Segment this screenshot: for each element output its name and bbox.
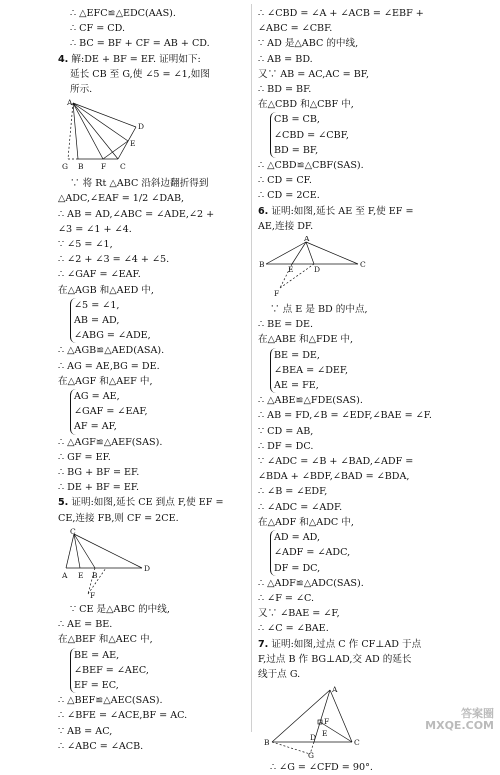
- q4-head: 解:DE + BF = EF. 证明如下:: [71, 53, 201, 65]
- fig-label: D: [314, 265, 321, 275]
- fig-label: A: [304, 236, 310, 244]
- q5-header: [58, 495, 248, 510]
- brace-line: AD = AD,: [274, 532, 321, 544]
- text-line: ∠BDA + ∠BDF,∠BAD = ∠BDA,: [258, 471, 410, 483]
- text-line: ∴ BG + BF = EF.: [58, 467, 140, 479]
- q6-head: 证明:如图,延长 AE 至 F,使 EF =: [271, 205, 414, 217]
- text-line: ∴ △AGB≌△AED(ASA).: [58, 345, 165, 357]
- condition-brace: [270, 348, 438, 394]
- brace-line: CB = CB,: [274, 114, 320, 126]
- q4-header: [58, 52, 248, 67]
- fig-label: F: [101, 162, 107, 172]
- text-line: ∵ AD 是△ABC 的中线,: [258, 38, 359, 50]
- text-line: ∴ CF = CD.: [70, 23, 126, 35]
- fig-label: F: [324, 717, 330, 727]
- text-line: ∠3 = ∠1 + ∠4.: [58, 223, 132, 235]
- fig-label: B: [259, 260, 265, 270]
- text-line: ∴ GF = EF.: [58, 451, 111, 463]
- q5-number: 5.: [58, 497, 69, 509]
- q4-figure: [58, 99, 168, 174]
- text-line: ∵ CE 是△ABC 的中线,: [70, 603, 170, 615]
- text-line: AE,连接 DF.: [258, 220, 314, 232]
- text-line: 在△BEF 和△AEC 中,: [58, 634, 153, 646]
- text-line: 又∵ AB = AC,AC = BF,: [258, 68, 369, 80]
- text-line: ∴ △ABE≌△FDE(SAS).: [258, 395, 363, 407]
- fig-label: A: [62, 570, 68, 580]
- fig-label: F: [90, 590, 96, 600]
- text-line: ∴ △ADF≌△ADC(SAS).: [258, 577, 364, 589]
- fig-label: A: [332, 685, 338, 695]
- text-line: 线于点 G.: [258, 668, 301, 680]
- condition-brace: [270, 112, 438, 158]
- text-line: ∵ ∠ADC = ∠B + ∠BAD,∠ADF =: [258, 456, 414, 468]
- text-line: ∵ 将 Rt △ABC 沿斜边翻折得到: [70, 178, 209, 190]
- text-line: ∴ ∠ADC = ∠ADF.: [258, 501, 343, 513]
- watermark: [425, 708, 494, 732]
- fig-label: C: [360, 260, 366, 270]
- brace-line: AE = FE,: [274, 380, 319, 392]
- text-line: ∴ △AGF≌△AEF(SAS).: [58, 436, 163, 448]
- left-column: [58, 6, 248, 754]
- column-divider: [251, 4, 252, 732]
- text-line: 在△ADF 和△ADC 中,: [258, 516, 354, 528]
- fig-label: E: [288, 265, 294, 275]
- text-line: 延长 CB 至 G,使 ∠5 = ∠1,如图: [70, 68, 210, 80]
- fig-label: E: [78, 570, 84, 580]
- text-line: ∴ ∠2 + ∠3 = ∠4 + ∠5.: [58, 254, 170, 266]
- text-line: ∴ AG = AE,BG = DE.: [58, 360, 160, 372]
- text-line: ∴ ∠C = ∠BAE.: [258, 623, 329, 635]
- text-line: ∴ △BEF≌△AEC(SAS).: [58, 695, 163, 707]
- text-line: ∴ AB = BD.: [258, 53, 313, 65]
- text-line: 在△AGF 和△AEF 中,: [58, 375, 153, 387]
- fig-label: C: [70, 527, 76, 536]
- text-line: ∴ DE + BF = EF.: [58, 482, 140, 494]
- text-line: ∴ BE = DE.: [258, 319, 314, 331]
- fig-label: E: [322, 729, 328, 739]
- fig-label: F: [274, 289, 280, 299]
- q7-number: 7.: [258, 638, 269, 650]
- q5-head: 证明:如图,延长 CE 到点 F,使 EF =: [71, 497, 224, 509]
- right-column: [258, 6, 438, 775]
- text-line: ∴ BD = BF.: [258, 84, 312, 96]
- text-line: ∴ ∠CBD = ∠A + ∠ACB = ∠EBF +: [258, 8, 424, 19]
- q5-figure: [58, 528, 178, 600]
- fig-label: C: [120, 162, 126, 172]
- text-line: ∴ ∠G = ∠CFD = 90°.: [270, 762, 373, 774]
- brace-line: AF = AF,: [74, 421, 117, 433]
- text-line: ∴ ∠BFE = ∠ACE,BF = AC.: [58, 710, 188, 722]
- text-line: ∴ ∠B = ∠EDF,: [258, 486, 328, 498]
- brace-line: AB = AD,: [74, 315, 120, 327]
- q6-header: [258, 204, 438, 219]
- condition-brace: [270, 530, 438, 576]
- text-line: ∵ ∠5 = ∠1,: [58, 239, 113, 251]
- brace-line: ∠BEA = ∠DEF,: [274, 364, 349, 376]
- text-line: ∴ CD = 2CE.: [258, 190, 320, 202]
- brace-line: BE = AE,: [74, 649, 120, 661]
- text-line: ∴ ∠GAF = ∠EAF.: [58, 269, 141, 281]
- fig-label: B: [264, 738, 270, 748]
- fig-label: D: [138, 122, 145, 132]
- fig-label: B: [92, 570, 98, 580]
- text-line: ∴ CD = CF.: [258, 175, 312, 187]
- q7-figure: [258, 684, 378, 758]
- text-line: ∴ ∠F = ∠C.: [258, 592, 315, 604]
- brace-line: ∠BEF = ∠AEC,: [74, 664, 149, 676]
- fig-label: E: [130, 139, 136, 149]
- text-line: 在△CBD 和△CBF 中,: [258, 99, 354, 111]
- watermark-line: 答案圈: [461, 707, 494, 720]
- text-line: ∴ ∠ABC = ∠ACB.: [58, 740, 144, 752]
- text-line: CE,连接 FB,则 CF = 2CE.: [58, 512, 179, 524]
- text-line: ∴ BC = BF + CF = AB + CD.: [70, 38, 210, 50]
- fig-label: G: [62, 162, 68, 172]
- brace-line: DF = DC,: [274, 562, 321, 574]
- text-line: ∴ DF = DC.: [258, 440, 314, 452]
- text-line: ∵ AB = AC,: [58, 725, 113, 737]
- text-line: F,过点 B 作 BG⊥AD,交 AD 的延长: [258, 653, 412, 665]
- fig-label: D: [144, 563, 151, 573]
- fig-label: B: [78, 162, 84, 172]
- q6-number: 6.: [258, 205, 269, 217]
- watermark-line: MXQE.COM: [425, 719, 494, 732]
- condition-brace: [70, 298, 248, 344]
- brace-line: ∠ADF = ∠ADC,: [274, 547, 351, 559]
- condition-brace: [70, 648, 248, 694]
- text-line: 在△ABE 和△FDE 中,: [258, 334, 354, 346]
- condition-brace: [70, 389, 248, 435]
- brace-line: ∠5 = ∠1,: [74, 299, 120, 311]
- text-line: 又∵ ∠BAE = ∠F,: [258, 608, 340, 620]
- q7-header: [258, 637, 438, 652]
- text-line: ∵ 点 E 是 BD 的中点,: [270, 304, 368, 316]
- text-line: △ADC,∠EAF = 1/2 ∠DAB,: [58, 193, 185, 205]
- text-line: ∠ABC = ∠CBF.: [258, 23, 333, 35]
- text-line: ∵ CD = AB,: [258, 425, 314, 437]
- fig-label: G: [308, 751, 314, 759]
- text-line: ∴ △CBD≌△CBF(SAS).: [258, 160, 364, 172]
- brace-line: BE = DE,: [274, 349, 320, 361]
- text-line: ∴ AE = BE.: [58, 619, 113, 631]
- brace-line: AG = AE,: [74, 391, 120, 403]
- q7-head: 证明:如图,过点 C 作 CF⊥AD 于点: [271, 638, 422, 650]
- text-line: ∴ AB = FD,∠B = ∠EDF,∠BAE = ∠F.: [258, 410, 432, 422]
- fig-label: C: [354, 738, 360, 748]
- fig-label: D: [310, 733, 317, 743]
- text-line: 在△AGB 和△AED 中,: [58, 284, 154, 296]
- text-line: ∴ AB = AD,∠ABC = ∠ADE,∠2 +: [58, 208, 215, 220]
- text-line: 所示.: [70, 84, 93, 96]
- brace-line: EF = EC,: [74, 679, 119, 691]
- brace-line: BD = BF,: [274, 144, 319, 156]
- q4-number: 4.: [58, 53, 69, 65]
- brace-line: ∠GAF = ∠EAF,: [74, 406, 148, 418]
- brace-line: ∠ABG = ∠ADE,: [74, 330, 151, 342]
- q6-figure: [258, 236, 378, 300]
- brace-line: ∠CBD = ∠CBF,: [274, 129, 349, 141]
- fig-label: A: [67, 99, 73, 108]
- text-line: ∴ △EFC≌△EDC(AAS).: [70, 8, 176, 19]
